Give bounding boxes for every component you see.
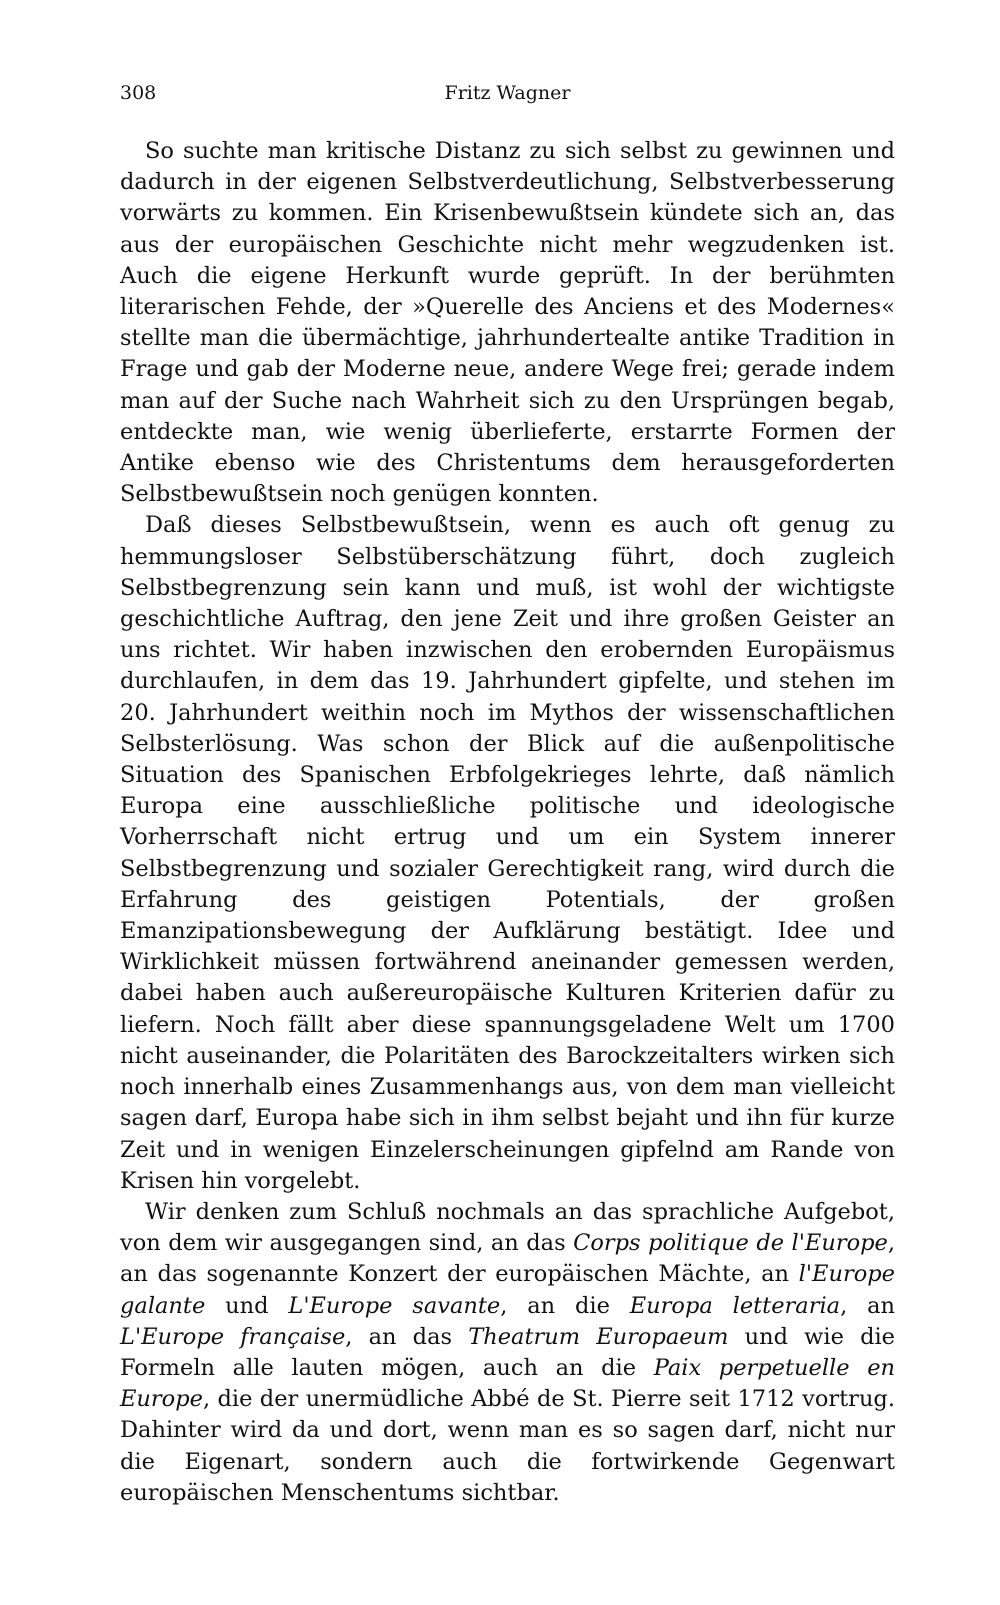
- italic-title: Theatrum Europaeum: [468, 1323, 729, 1350]
- running-head: [120, 78, 895, 108]
- italic-title: L'Europe savante: [288, 1292, 501, 1319]
- paragraph-2: Daß dieses Selbstbewußtsein, wenn es auch oft genug zu hemmungsloser Selbstüberschätzung führt, doch zugleich Selbstbegrenzung sein kann und muß, ist wohl der wichtigste geschichtliche Auftrag, den jene Zeit und ihre großen Geister an uns richtet. Wir haben inzwischen den erobernden Europäismus durchlaufen, in dem das 19. Jahrhundert gipfelte, und stehen im 20. Jahrhundert weithin noch im Mythos der wissenschaftlichen Selbsterlösung. Was schon der Blick auf die außenpolitische Situation des Spanischen Erbfolgekrieges lehrte, daß nämlich Europa eine ausschließliche politische und ideologische Vorherrschaft nicht ertrug und um ein System innerer Selbstbegrenzung und sozialer Gerechtigkeit rang, wird durch die Erfahrung des geistigen Potentials, der großen Emanzipationsbewegung der Aufklärung bestätigt. Idee und Wirklichkeit müssen fortwährend aneinander gemessen werden, dabei haben auch außereuropäische Kulturen Kriterien dafür zu liefern. Noch fällt aber diese spannungsgeladene Welt um 1700 nicht auseinander, die Polaritäten des Barockzeitalters wirken sich noch innerhalb eines Zusammenhangs aus, von dem man vielleicht sagen darf, Europa habe sich in ihm selbst bejaht und ihn für kurze Zeit und in wenigen Einzelerscheinungen gipfelnd am Rande von Krisen hin vorgelebt.: [120, 512, 895, 1194]
- running-title: Fritz Wagner: [444, 82, 571, 104]
- body-text: [120, 136, 895, 1509]
- text-segment: und wie die Formeln alle lauten mögen, auch an die: [120, 1323, 895, 1381]
- text-segment: und: [205, 1292, 289, 1319]
- page-number: 308: [120, 82, 157, 104]
- text-segment: , an das: [345, 1323, 469, 1350]
- italic-title: Corps politique de l'Europe: [573, 1230, 888, 1257]
- text-segment: , die der unermüdliche Abbé de St. Pierre seit 1712 vortrug. Dahinter wird da und dort, wenn man es so sagen darf, nicht nur die Eigenart, sondern auch die fortwirkende Gegenwart europäischen Menschentums sichtbar.: [120, 1386, 895, 1506]
- paragraph-1: So suchte man kritische Distanz zu sich selbst zu gewinnen und dadurch in der eigenen Selbstverdeutlichung, Selbstverbesserung vorwärts zu kommen. Ein Krisenbewußtsein kündete sich an, das aus der europäischen Geschichte nicht mehr wegzudenken ist. Auch die eigene Herkunft wurde geprüft. In der berühmten literarischen Fehde, der »Querelle des Anciens et des Modernes« stellte man die übermächtige, jahrhundertealte antike Tradition in Frage und gab der Moderne neue, andere Wege frei; gerade indem man auf der Suche nach Wahrheit sich zu den Ursprüngen begab, entdeckte man, wie wenig überlieferte, erstarrte Formen der Antike ebenso wie des Christentums dem herausgeforderten Selbstbewußtsein noch genügen konnten.: [120, 138, 895, 508]
- text-segment: , an: [840, 1292, 895, 1319]
- text-segment: , an das sogenannte Konzert der europäischen Mächte, an: [120, 1230, 896, 1288]
- italic-title: Europa letteraria: [629, 1292, 841, 1319]
- text-segment: , an die: [500, 1292, 630, 1319]
- italic-title: L'Europe française: [120, 1323, 346, 1350]
- italic-title: l'Europe galante: [120, 1261, 895, 1319]
- italic-title: Paix perpetuelle en Europe: [120, 1354, 896, 1413]
- text-segment: Wir denken zum Schluß nochmals an das sprachliche Aufgebot, von dem wir ausgegangen sind, an das: [120, 1198, 895, 1257]
- paragraph-3: [120, 1197, 895, 1509]
